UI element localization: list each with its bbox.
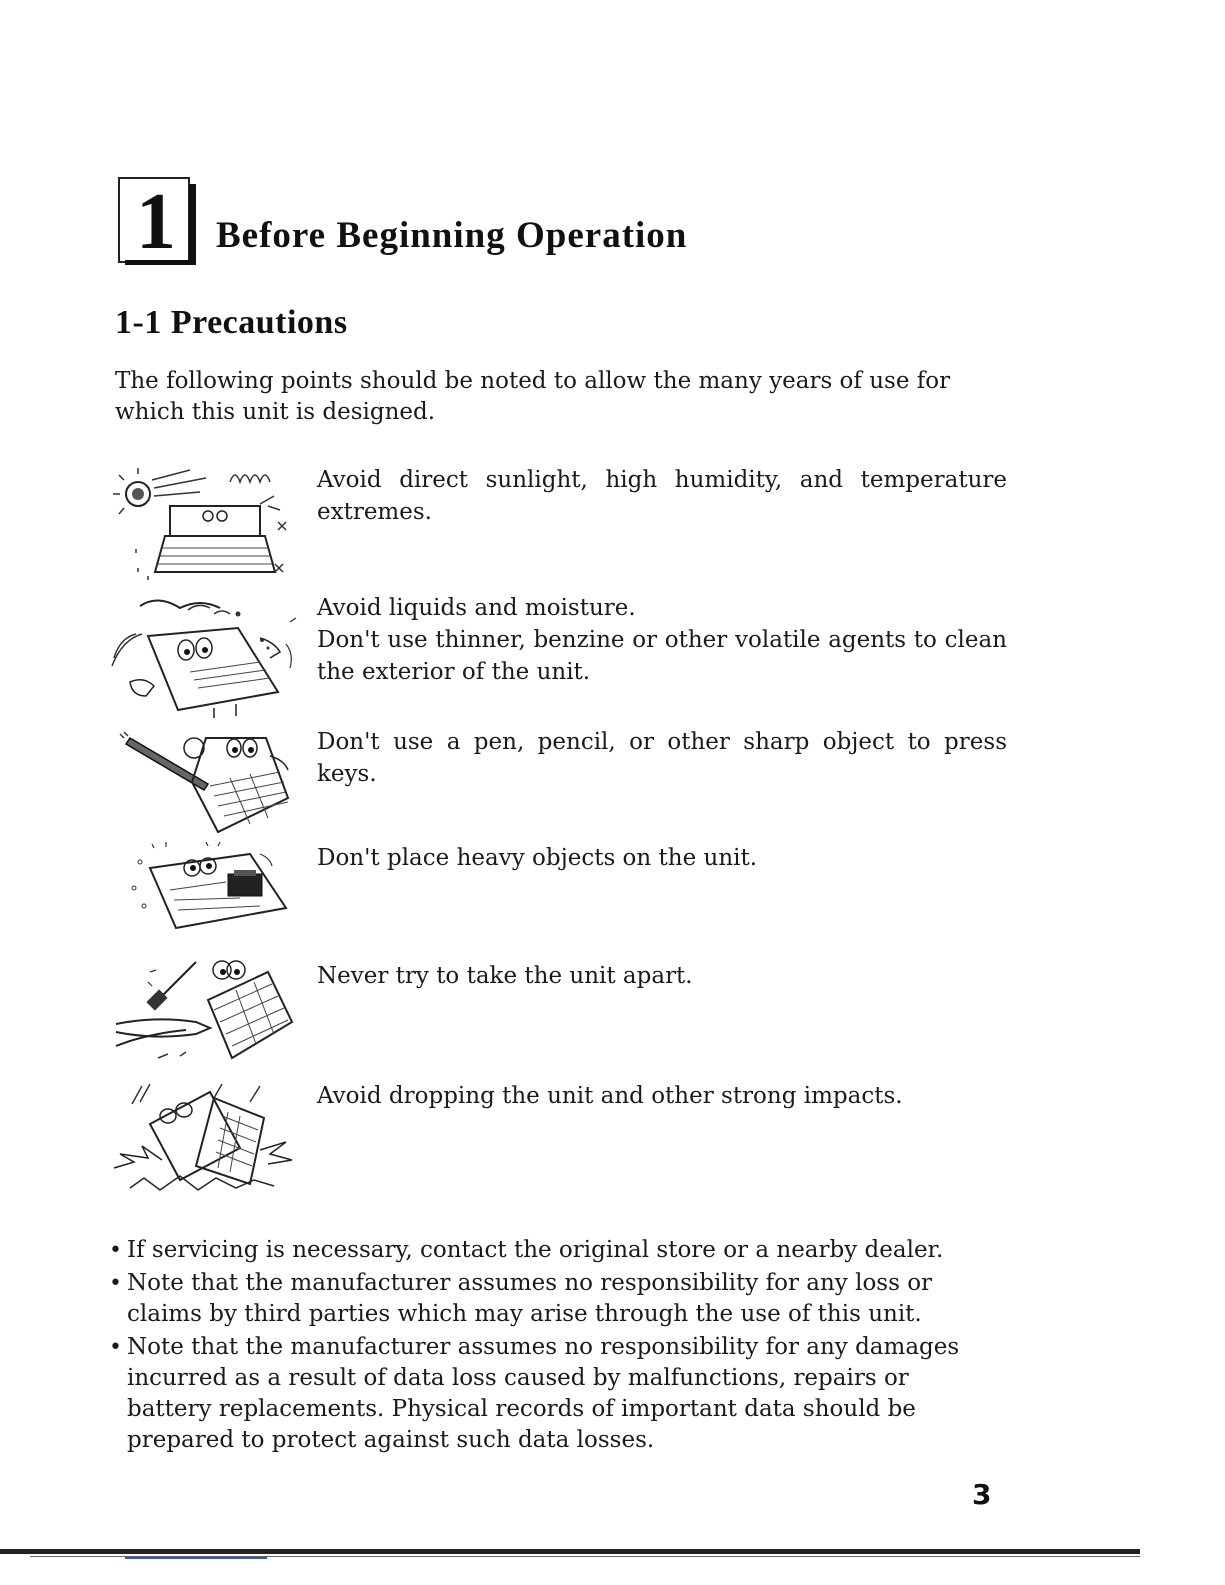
chapter-number: 1: [136, 178, 176, 266]
precaution-line: Avoid direct sunlight, high humidity, and temperature: [317, 467, 1007, 493]
precaution-text: [317, 1080, 1007, 1112]
note-text: Note that the manufacturer assumes no responsibility for any damages incurred as a result of data loss caused by malfunctions, repairs or battery replacements. Physical records of important data should be prepared to protect against such data losses.: [127, 1334, 960, 1453]
precaution-text: [317, 960, 1007, 992]
precaution-line: Don't place heavy objects on the unit.: [317, 845, 758, 871]
liquid-splash-icon: [110, 592, 300, 722]
precaution-text: [317, 464, 1007, 528]
heavy-object-icon: [110, 842, 300, 932]
precaution-text: [317, 592, 1007, 688]
bullet-icon: •: [109, 1335, 122, 1360]
list-item: [109, 1332, 995, 1456]
precaution-line: extremes.: [317, 499, 432, 525]
pen-press-icon: [110, 726, 300, 834]
precaution-line: the exterior of the unit.: [317, 659, 591, 685]
bottom-rule-accent: [125, 1557, 267, 1559]
precaution-line: Avoid liquids and moisture.: [317, 595, 636, 621]
precaution-line: Never try to take the unit apart.: [317, 963, 693, 989]
drop-impact-icon: [110, 1080, 300, 1200]
note-text: Note that the manufacturer assumes no responsibility for any loss or claims by third parties which may arise through the use of this unit.: [127, 1270, 933, 1327]
section-intro: The following points should be noted to allow the many years of use for which this unit is designed.: [115, 368, 951, 425]
precaution-line: Avoid dropping the unit and other strong impacts.: [317, 1083, 903, 1109]
page-number: 3: [972, 1478, 992, 1511]
sun-heat-icon: [110, 464, 300, 589]
bullet-icon: •: [109, 1271, 122, 1296]
note-text: If servicing is necessary, contact the original store or a nearby dealer.: [127, 1237, 944, 1263]
list-item: [109, 1268, 995, 1330]
bottom-rule: [0, 1549, 1140, 1554]
section-title: 1-1 Precautions: [115, 304, 348, 341]
notes-list: [109, 1235, 995, 1458]
chapter-title: Before Beginning Operation: [216, 215, 688, 256]
precaution-text: [317, 726, 1007, 790]
precaution-line: Don't use a pen, pencil, or other sharp object to press keys.: [317, 729, 1007, 787]
tools-disassembly-icon: [110, 960, 300, 1070]
precaution-line: Don't use thinner, benzine or other volatile agents to clean: [317, 627, 1007, 653]
bullet-icon: •: [109, 1238, 122, 1263]
precaution-text: [317, 842, 1007, 874]
chapter-number-box: [117, 176, 197, 266]
list-item: [109, 1235, 995, 1266]
